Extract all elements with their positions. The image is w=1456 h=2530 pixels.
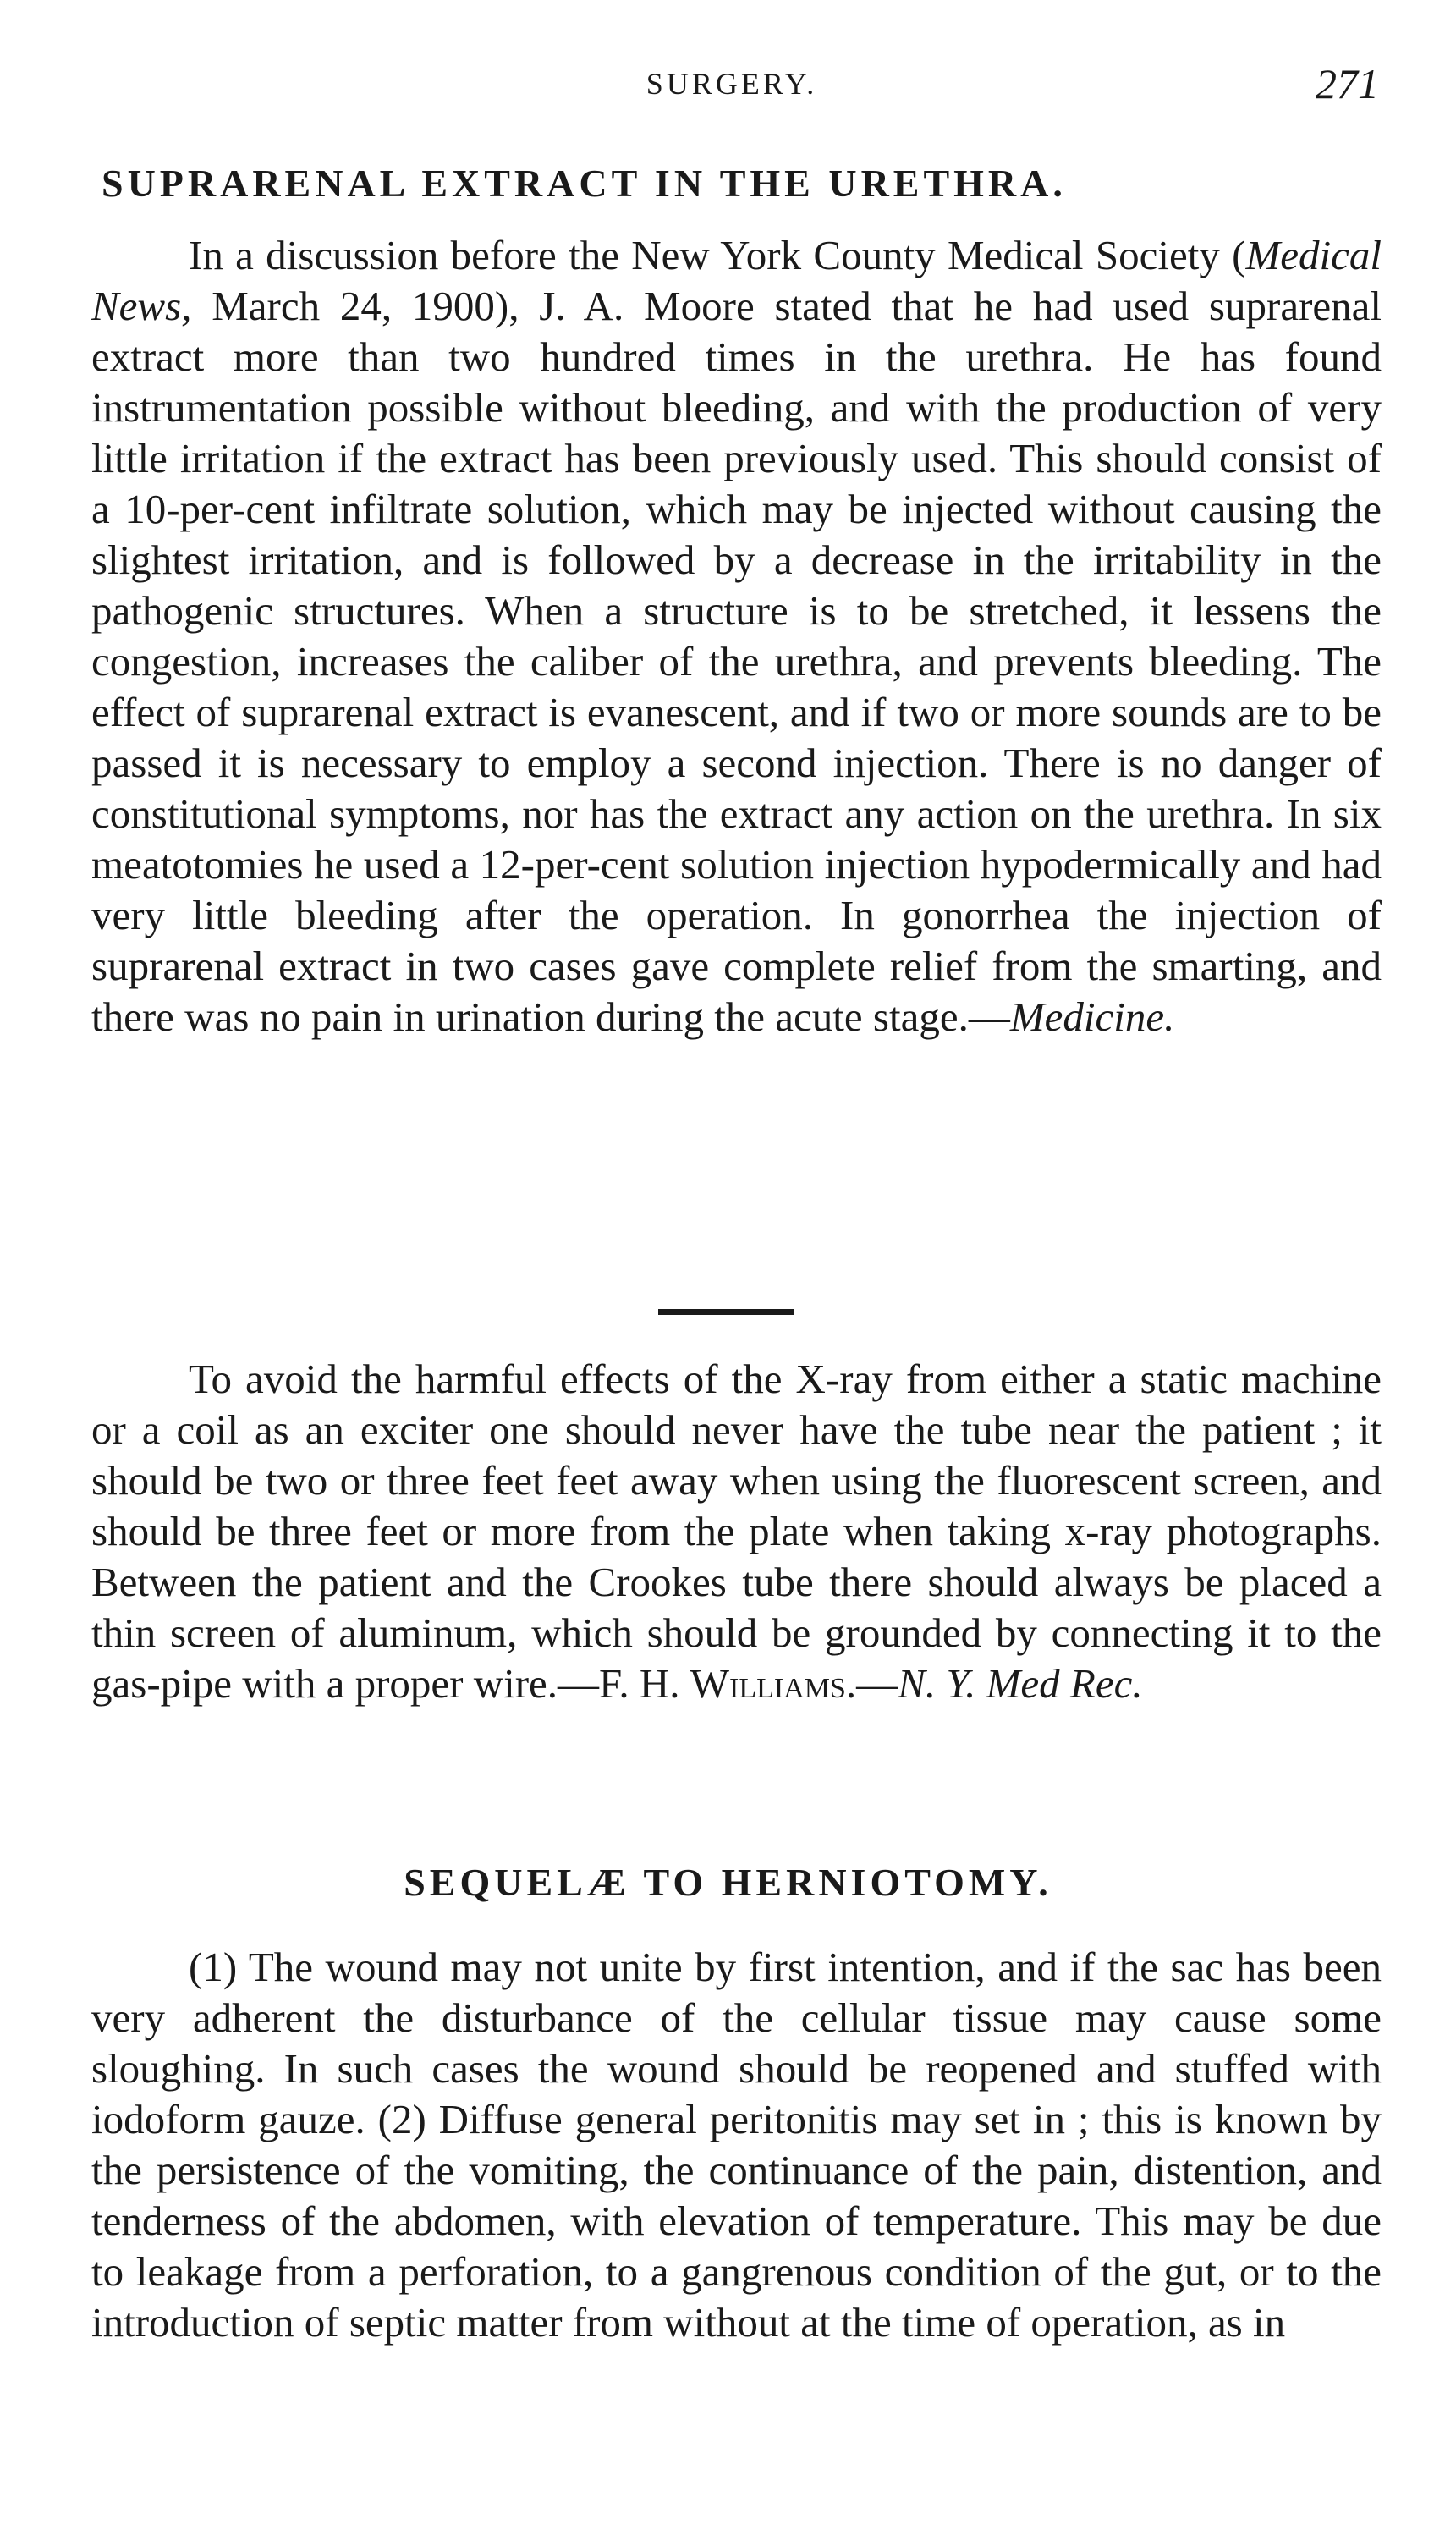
article-title-herniotomy: SEQUELÆ TO HERNIOTOMY. xyxy=(404,1861,1052,1904)
article-title-suprarenal: SUPRARENAL EXTRACT IN THE URETHRA. xyxy=(102,162,1067,205)
running-title: SURGERY. xyxy=(646,67,818,101)
body-text-pre: In a discussion before the New York County Medical Society ( xyxy=(189,232,1246,278)
section-divider xyxy=(658,1309,794,1315)
body-text-main: (1) The wound may not unite by first intention, and if the sac has been very adherent the disturbance of the cellular tissue may cause some sloughing. In such cases the wound should be reopened and stuffed with iodoform gauze. (2) Diffuse general peritonitis may set in ; this is known by the persistence of the vomiting, the continuance of the pain, distention, and tenderness of the abdomen, with elevation of temperature. This may be due to leakage from a perforation, to a gangrenous condition of the gut, or to the introduction of septic matter from without at the time of operation, as in xyxy=(91,1944,1382,2346)
body-text-main: To avoid the harmful effects of the X-ray from either a static machine or a coil as an exciter one should never have the tube near the patient ; it should be two or three feet feet away when using the fluorescent screen, and should be three feet or more from the plate when taking x-ray photographs. Between the patient and the Crookes tube there should always be placed a thin screen of aluminum, which should be grounded by connecting it to the gas-pipe with a proper wire.—F. H. xyxy=(91,1356,1382,1707)
author-name: Williams. xyxy=(690,1660,857,1707)
article-body-herniotomy xyxy=(91,1942,1382,2348)
article-body-suprarenal xyxy=(91,230,1382,1042)
page-number: 271 xyxy=(1316,60,1379,107)
source-citation: N. Y. Med Rec. xyxy=(898,1660,1143,1707)
body-text-main: March 24, 1900), J. A. Moore stated that he had used suprarenal extract more than two hundred times in the urethra. He has found instrumentation possible without bleeding, and with the production of very little irritation if the extract has been previously used. This should consist of a 10-per-cent infiltrate solution, which may be injected without causing the slightest irritation, and is followed by a decrease in the irritability in the pathogenic structures. When a structure is to be stretched, it lessens the congestion, increases the caliber of the urethra, and prevents bleeding. The effect of suprarenal extract is evanescent, and if two or more sounds are to be passed it is necessary to employ a second injection. There is no danger of constitutional symptoms, nor has the extract any action on the urethra. In six meatotomies he used a 12-per-cent solution injection hypodermically and had very little bleeding after the operation. In gonorrhea the injection of suprarenal extract in two cases gave complete relief from the smarting, and there was no pain in urination during the acute stage.— xyxy=(91,283,1382,1040)
source-citation: Medical News, xyxy=(91,232,1382,329)
credit-citation: Medicine. xyxy=(1009,993,1175,1040)
running-head xyxy=(85,60,1379,117)
dash: — xyxy=(856,1660,898,1707)
article-body-xray xyxy=(91,1354,1382,1709)
